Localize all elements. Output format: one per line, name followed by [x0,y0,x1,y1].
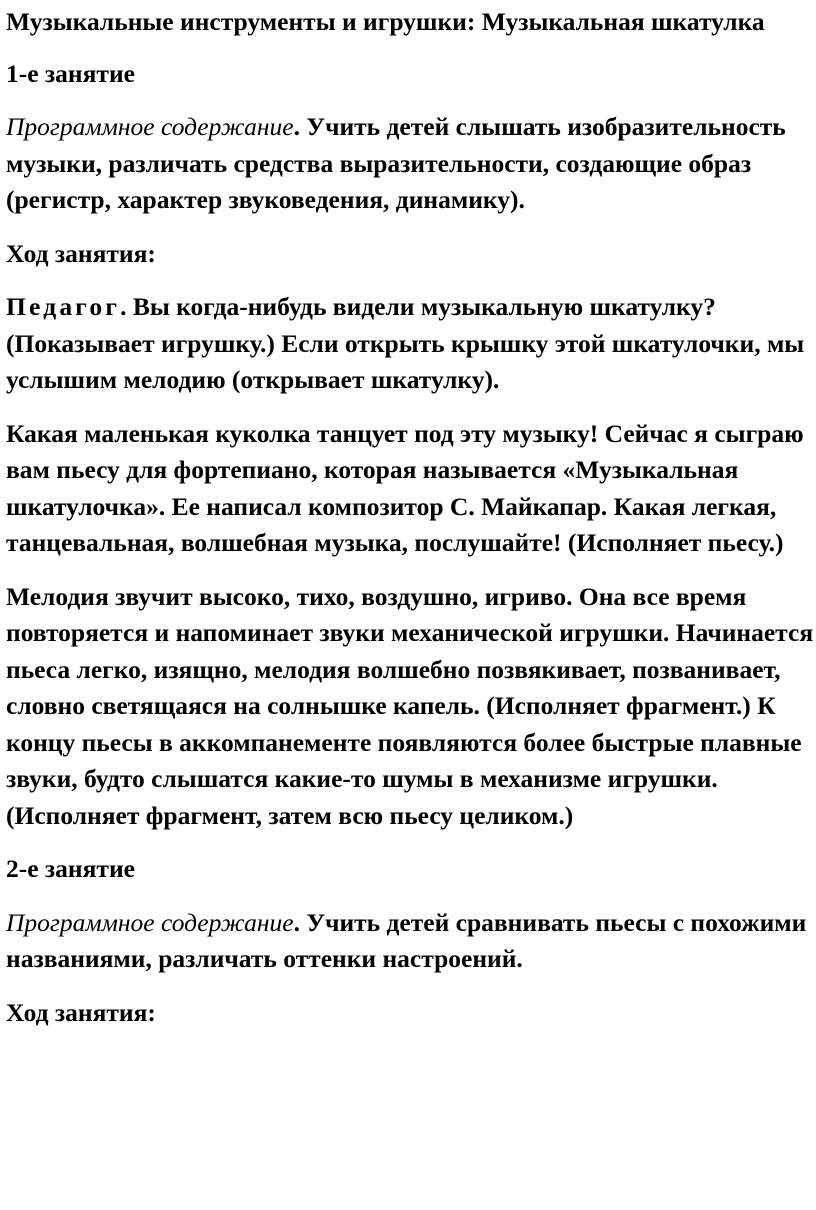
document-page [6,4,814,1048]
speaker-text: . Вы когда-нибудь видели музыкальную шкатулку? (Показывает игрушку.) Если открыть крышку этой шкатулочки, мы услышим мелодию (открывает шкатулку). [6,292,805,394]
lesson2-course-heading: Ход занятия: [6,997,156,1027]
lesson1-program-paragraph [6,109,814,219]
lesson2-program-paragraph [6,905,814,978]
lesson2-program-lead: Программное содержание [6,907,294,937]
lesson1-program-text: . Учить детей слышать изобразительность музыки, различать средства выразительности, создающие образ (регистр, характер звуковедения, динамику). [6,112,786,214]
speaker-label: Педагог [6,292,121,321]
lesson1-program-lead: Программное содержание [6,112,294,141]
lesson1-paragraph-2: Какая маленькая куколка танцует под эту музыку! Сейчас я сыграю вам пьесу для фортепиано, которая называется «Музыкальная шкатулочка». Ее написал композитор С. Майкапар. Какая легкая, танцевальная, волшебная музыка, послушайте! (Исполняет пьесу.) [6,418,804,557]
lesson2-program-text: . Учить детей сравнивать пьесы с похожими названиями, различать оттенки настроений. [6,907,807,973]
lesson2-heading: 2-е занятие [6,854,135,883]
lesson1-heading: 1-е занятие [6,58,135,88]
document-title: Музыкальные инструменты и игрушки: Музыкальная шкатулка [6,7,765,36]
lesson1-paragraph-3: Мелодия звучит высоко, тихо, воздушно, игриво. Она все время повторяется и напоминает звуки механической игрушки. Начинается пьеса легко, изящно, мелодия волшебно позвякивает, позванивает, словно светящаяся на солнышке капель. (Исполняет фрагмент.) К концу пьесы в аккомпанементе появляются более быстрые плавные звуки, будто слышатся какие-то шумы в механизме игрушки. (Исполняет фрагмент, затем всю пьесу целиком.) [6,581,814,830]
lesson1-speaker-paragraph [6,289,814,399]
lesson1-course-heading: Ход занятия: [6,238,156,268]
